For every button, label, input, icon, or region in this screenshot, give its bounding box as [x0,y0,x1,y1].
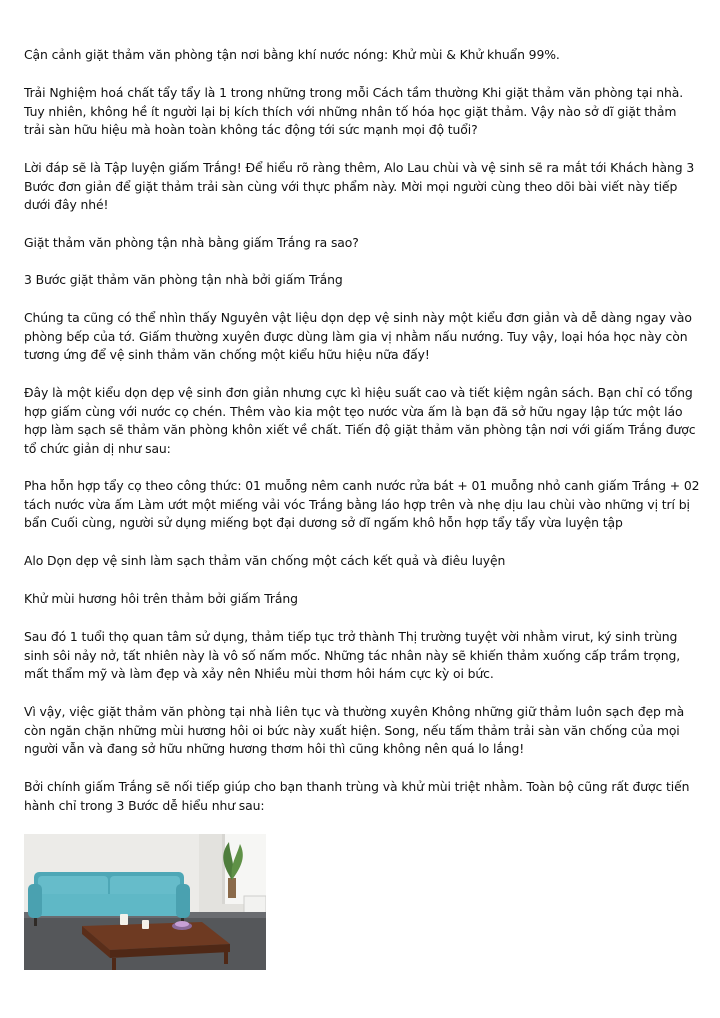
paragraph-4: Giặt thảm văn phòng tận nhà bằng giấm Trắng ra sao? [24,235,359,250]
paragraph-12: Vì vậy, việc giặt thảm văn phòng tại nhà liên tục và thường xuyên Không những giữ thảm luôn sạch đẹp mà còn ngăn chặn những mùi hương hôi oi bức này xuất hiện. Song, nếu tấm thảm trải sàn văn chống của mọi người vẫn và đang sở hữu những hương thơm hôi thì cũng không nên quá lo lắng! [24,704,685,756]
paragraph-6: Chúng ta cũng có thể nhìn thấy Nguyên vật liệu dọn dẹp vệ sinh này một kiểu đơn giản và dễ dàng ngay vào phòng bếp của tớ. Giấm thường xuyên được dùng làm gia vị nhằm nấu nướng. Tuy vậy, loại hóa học này còn tương ứng để vệ sinh thảm văn chống một kiểu hữu hiệu nữa đấy! [24,310,692,362]
paragraph-9: Alo Dọn dẹp vệ sinh làm sạch thảm văn chống một cách kết quả và điêu luyện [24,553,506,568]
table-leg [112,958,116,970]
paragraph-13: Bởi chính giấm Trắng sẽ nối tiếp giúp cho bạn thanh trùng và khử mùi triệt nhằm. Toàn bộ cũng rất được tiến hành chỉ trong 3 Bước dễ hiểu như sau: [24,779,690,813]
living-room-photo [24,834,266,970]
paragraph-7: Đây là một kiểu dọn dẹp vệ sinh đơn giản nhưng cực kì hiệu suất cao và tiết kiệm ngân sách. Bạn chỉ có tổng hợp giấm cùng với nước cọ chén. Thêm vào kia một tẹo nước vừa ấm là bạn đã sở hữu ngay lập tức một láo hợp làm sạch sẽ thảm văn phòng khôn xiết về chất. Tiến độ giặt thảm văn phòng tận nơi với giấm Trắng được tổ chức giản dị như sau: [24,385,696,456]
paragraph-2: Trải Nghiệm hoá chất tẩy tẩy là 1 trong những trong mỗi Cách tầm thường Khi giặt thảm văn phòng tại nhà. Tuy nhiên, không hề ít người lại bị kích thích với những nhân tố hóa học giặt thảm. Vậy nào sở dĩ giặt thảm trải sàn hữu hiệu mà hoàn toàn không tác động tới sức mạnh mọi độ tuổi? [24,85,684,137]
paragraph-5: 3 Bước giặt thảm văn phòng tận nhà bởi giấm Trắng [24,272,343,287]
cup [142,920,149,929]
sofa-arm [28,884,42,918]
plant-pot [228,878,236,898]
paragraph-3: Lời đáp sẽ là Tập luyện giấm Trắng! Để hiểu rõ ràng thêm, Alo Lau chùi và vệ sinh sẽ ra mắt tới Khách hàng 3 Bước đơn giản để giặt thảm trải sàn cùng với thực phẩm này. Mời mọi người cùng theo dõi bài viết này tiếp dưới đây nhé! [24,160,695,212]
sofa-seat [36,894,182,916]
sofa-arm [176,884,190,918]
window-frame [222,834,225,904]
paragraph-11: Sau đó 1 tuổi thọ quan tâm sử dụng, thảm tiếp tục trở thành Thị trường tuyệt vời nhằm virut, ký sinh trùng sinh sôi nảy nở, tất nhiên này là vô số nấm mốc. Những tác nhân này sẽ khiến thảm xuống cấp trầm trọng, mất thẩm mỹ và làm đẹp và xảy nên Nhiều mùi thơm hôi hám cực kỳ oi bức. [24,629,681,681]
paragraph-1: Cận cảnh giặt thảm văn phòng tận nơi bằng khí nước nóng: Khử mùi & Khử khuẩn 99%. [24,47,560,62]
fruit [175,921,189,927]
paragraph-8: Pha hỗn hợp tẩy cọ theo công thức: 01 muỗng nêm canh nước rửa bát + 01 muỗng nhỏ canh giấm Trắng + 02 tách nước vừa ấm Làm ướt một miếng vải vóc Trắng bằng láo hợp trên và nhẹ dịu lau chùi vào những vị trí bị bẩn Cuối cùng, người sử dụng miếng bọt đại dương sở dĩ ngấm khô hỗn hợp tẩy tẩy vừa luyện tập [24,478,700,530]
living-room-illustration [24,834,266,970]
cup [120,914,128,925]
table-leg [224,952,228,964]
sofa-leg [34,918,37,926]
paragraph-10: Khử mùi hương hôi trên thảm bởi giấm Trắng [24,591,298,606]
